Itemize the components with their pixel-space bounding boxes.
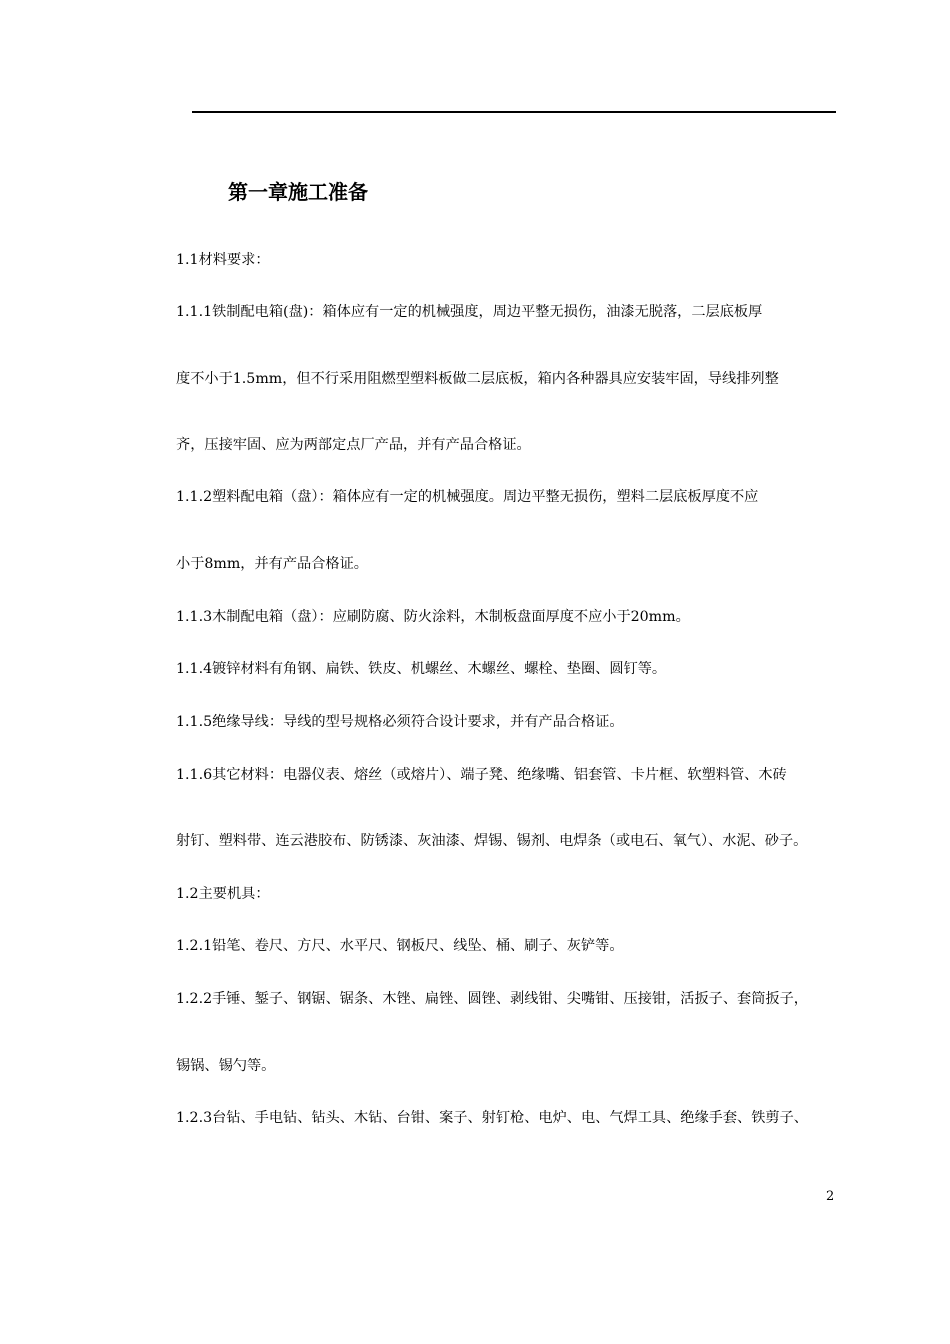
paragraph-line: 1.1.6其它材料：电器仪表、熔丝（或熔片）、端子凳、绝缘嘴、铝套管、卡片框、软塑料管、木砖: [176, 767, 787, 783]
chapter-title: 第一章施工准备: [228, 180, 368, 204]
paragraph-line: 1.2.2手锤、錾子、钢锯、锯条、木锉、扁锉、圆锉、剥线钳、尖嘴钳、压接钳，活扳子、套筒扳子，: [176, 991, 808, 1007]
paragraph-line: 1.2.1铅笔、卷尺、方尺、水平尺、钢板尺、线坠、桶、刷子、灰铲等。: [176, 938, 624, 954]
paragraph-line: 小于8mm，并有产品合格证。: [176, 556, 368, 572]
page-number: 2: [826, 1189, 835, 1204]
header-rule: [192, 111, 836, 113]
paragraph-line: 1.1.3木制配电箱（盘）：应刷防腐、防火涂料，木制板盘面厚度不应小于20mm。: [176, 609, 690, 625]
paragraph-line: 射钉、塑料带、连云港胶布、防锈漆、灰油漆、焊锡、锡剂、电焊条（或电石、氧气）、水泥、砂子。: [176, 833, 808, 849]
paragraph-line: 1.1.2塑料配电箱（盘）：箱体应有一定的机械强度。周边平整无损伤，塑料二层底板厚度不应: [176, 489, 759, 505]
paragraph-line: 锡锅、锡勺等。: [176, 1058, 276, 1074]
paragraph-line: 1.1.4镀锌材料有角钢、扁铁、铁皮、机螺丝、木螺丝、螺栓、垫圈、圆钉等。: [176, 661, 667, 677]
section-heading-1-1: 1.1材料要求：: [176, 252, 270, 268]
paragraph-line: 1.1.1铁制配电箱(盘)：箱体应有一定的机械强度，周边平整无损伤，油漆无脱落，二层底板厚: [176, 304, 763, 320]
paragraph-line: 齐，压接牢固、应为两部定点厂产品，并有产品合格证。: [176, 437, 531, 453]
section-heading-1-2: 1.2主要机具：: [176, 886, 270, 902]
paragraph-line: 1.2.3台钻、手电钻、钻头、木钻、台钳、案子、射钉枪、电炉、电、气焊工具、绝缘手套、铁剪子、: [176, 1110, 808, 1126]
paragraph-line: 度不小于1.5mm，但不行采用阻燃型塑料板做二层底板，箱内各种器具应安装牢固，导线排列整: [176, 371, 779, 387]
paragraph-line: 1.1.5绝缘导线：导线的型号规格必须符合设计要求，并有产品合格证。: [176, 714, 624, 730]
